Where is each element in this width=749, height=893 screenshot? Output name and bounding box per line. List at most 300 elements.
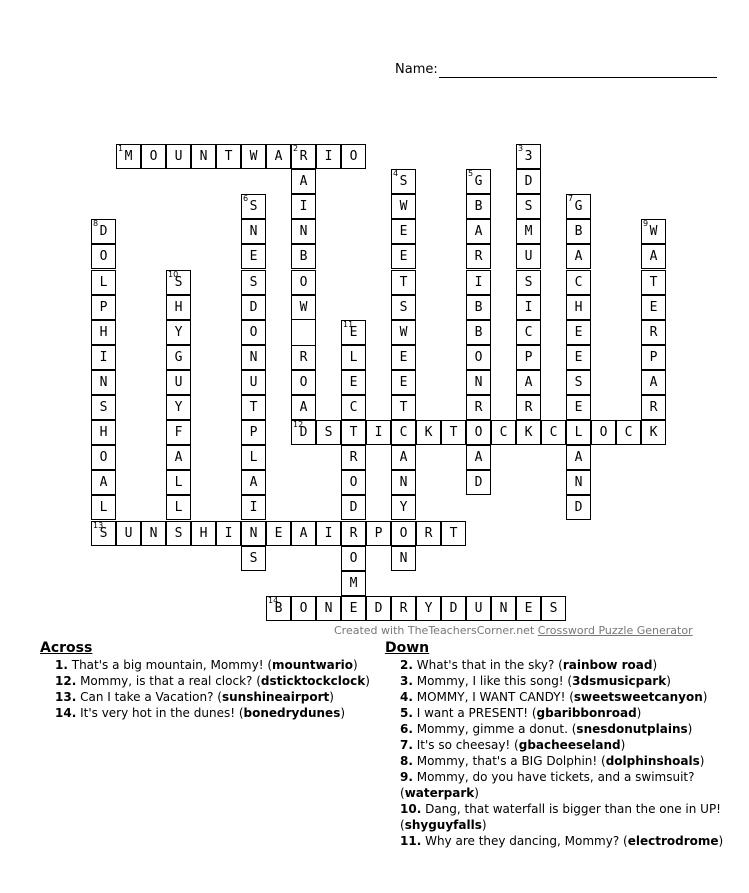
clue-item: 6. Mommy, gimme a donut. (snesdonutplains) — [400, 722, 693, 736]
grid-cell[interactable] — [516, 169, 541, 194]
grid-cell[interactable] — [291, 144, 316, 169]
grid-cell[interactable] — [291, 420, 316, 445]
grid-cell[interactable] — [91, 470, 116, 495]
name-label: Name: — [395, 62, 438, 77]
grid-cell[interactable] — [566, 445, 591, 470]
cell-letter: L — [574, 425, 583, 441]
grid-cell[interactable] — [641, 395, 666, 420]
cell-letter: I — [524, 299, 533, 315]
grid-cell[interactable] — [291, 295, 316, 320]
grid-cell[interactable] — [566, 395, 591, 420]
grid-cell[interactable] — [466, 470, 491, 495]
grid-cell[interactable] — [341, 144, 366, 169]
cell-letter: L — [99, 500, 108, 516]
clue-item-number: 5. — [400, 706, 413, 720]
cell-letter: O — [299, 274, 308, 290]
clue-item-answer: dolphinshoals — [605, 754, 700, 768]
grid-cell[interactable] — [91, 295, 116, 320]
cell-letter: D — [349, 500, 358, 516]
grid-cell[interactable] — [316, 420, 341, 445]
cell-letter: T — [449, 525, 458, 541]
grid-cell[interactable] — [166, 395, 191, 420]
grid-cell[interactable] — [316, 596, 341, 621]
cell-letter: L — [174, 500, 183, 516]
grid-cell[interactable] — [166, 345, 191, 370]
cell-letter: R — [299, 349, 308, 365]
clue-item-text: Mommy, I like this song! ( — [412, 674, 573, 688]
grid-cell[interactable] — [216, 521, 241, 546]
cell-letter: O — [99, 249, 108, 265]
cell-letter: E — [574, 349, 583, 365]
cell-letter: R — [349, 450, 358, 466]
grid-cell[interactable] — [441, 596, 466, 621]
grid-cell[interactable] — [241, 320, 266, 345]
cell-letter: N — [199, 149, 208, 164]
cell-letter: U — [249, 374, 258, 390]
grid-cell[interactable] — [341, 521, 366, 546]
grid-cell[interactable] — [516, 596, 541, 621]
cell-letter: N — [99, 374, 108, 390]
grid-cell[interactable] — [91, 270, 116, 295]
grid-cell[interactable] — [166, 144, 191, 169]
grid-cell[interactable] — [91, 320, 116, 345]
cell-letter: E — [249, 249, 258, 265]
grid-cell[interactable] — [291, 169, 316, 194]
cell-letter: E — [399, 224, 408, 240]
cell-letter: S — [249, 274, 258, 290]
grid-cell[interactable] — [366, 521, 391, 546]
grid-cell[interactable] — [566, 295, 591, 320]
grid-cell[interactable] — [566, 219, 591, 244]
grid-cell[interactable] — [416, 420, 441, 445]
grid-cell[interactable] — [391, 345, 416, 370]
cell-letter: D — [524, 174, 533, 190]
grid-cell[interactable] — [291, 596, 316, 621]
clue-item: 4. MOMMY, I WANT CANDY! (sweetsweetcanyon) — [400, 690, 708, 704]
grid-cell[interactable] — [341, 596, 366, 621]
grid-cell[interactable] — [566, 345, 591, 370]
grid-cell[interactable] — [391, 244, 416, 269]
cell-letter: O — [474, 425, 483, 441]
clue-item-number: 13. — [55, 690, 77, 704]
cell-letter: A — [299, 174, 308, 190]
grid-cell[interactable] — [241, 395, 266, 420]
cell-letter: A — [174, 450, 183, 466]
grid-cell[interactable] — [291, 270, 316, 295]
clue-item-number: 9. — [400, 770, 413, 784]
clue-item-number: 4. — [400, 690, 413, 704]
cell-letter: W — [649, 224, 658, 240]
grid-cell[interactable] — [441, 420, 466, 445]
grid-cell[interactable] — [91, 345, 116, 370]
grid-cell[interactable] — [641, 345, 666, 370]
cell-letter: B — [274, 600, 283, 616]
grid-cell[interactable] — [241, 420, 266, 445]
clue-item: 7. It's so cheesay! (gbacheeseland) — [400, 738, 626, 752]
cell-letter: D — [474, 475, 483, 491]
cell-letter: S — [174, 525, 183, 541]
grid-cell[interactable] — [466, 219, 491, 244]
grid-cell[interactable] — [566, 244, 591, 269]
grid-cell[interactable] — [116, 144, 141, 169]
grid-cell[interactable] — [566, 495, 591, 520]
grid-cell[interactable] — [566, 370, 591, 395]
grid-cell[interactable] — [591, 420, 616, 445]
cell-letter: R — [524, 400, 533, 415]
cell-letter: S — [249, 550, 258, 566]
grid-cell[interactable] — [466, 169, 491, 194]
cell-letter: A — [99, 475, 108, 491]
grid-cell[interactable] — [341, 395, 366, 420]
grid-cell[interactable] — [166, 521, 191, 546]
grid-cell[interactable] — [341, 470, 366, 495]
grid-cell[interactable] — [91, 521, 116, 546]
cell-letter: D — [99, 224, 108, 240]
cell-letter: I — [324, 525, 333, 541]
cell-letter: T — [399, 400, 408, 415]
grid-cell[interactable] — [516, 295, 541, 320]
clue-item-answer: gbaribbonroad — [536, 706, 637, 720]
grid-cell[interactable] — [191, 521, 216, 546]
grid-cell[interactable] — [491, 420, 516, 445]
grid-cell[interactable] — [391, 270, 416, 295]
grid-cell[interactable] — [341, 345, 366, 370]
grid-cell[interactable] — [241, 546, 266, 571]
grid-cell[interactable] — [616, 420, 641, 445]
grid-cell[interactable] — [166, 270, 191, 295]
grid-cell[interactable] — [391, 370, 416, 395]
clue-item-text: Can I take a Vacation? ( — [76, 690, 222, 704]
grid-cell[interactable] — [141, 521, 166, 546]
grid-cell[interactable] — [441, 521, 466, 546]
cell-letter: O — [249, 324, 258, 340]
cell-letter: I — [249, 500, 258, 516]
grid-cell[interactable] — [241, 219, 266, 244]
grid-cell[interactable] — [141, 144, 166, 169]
clue-number: 13 — [93, 520, 104, 530]
cell-letter: D — [249, 299, 258, 315]
grid-cell[interactable] — [91, 219, 116, 244]
cell-letter: E — [649, 299, 658, 315]
cell-letter: N — [499, 600, 508, 616]
grid-cell[interactable] — [466, 596, 491, 621]
grid-cell[interactable] — [516, 395, 541, 420]
grid-cell[interactable] — [241, 144, 266, 169]
grid-cell[interactable] — [516, 370, 541, 395]
cell-letter: C — [499, 425, 508, 441]
grid-cell[interactable] — [241, 370, 266, 395]
cell-letter: E — [349, 374, 358, 390]
cell-letter: G — [574, 199, 583, 215]
grid-cell[interactable] — [391, 546, 416, 571]
cell-letter: Y — [399, 500, 408, 516]
grid-cell[interactable] — [641, 244, 666, 269]
grid-cell[interactable] — [241, 495, 266, 520]
cell-letter: N — [249, 349, 258, 365]
grid-cell[interactable] — [291, 395, 316, 420]
clue-item: 13. Can I take a Vacation? (sunshineairport) — [55, 690, 334, 704]
grid-cell[interactable] — [641, 420, 666, 445]
down-clues — [385, 640, 730, 849]
grid-cell[interactable] — [466, 244, 491, 269]
cell-letter: S — [574, 374, 583, 390]
grid-cell[interactable] — [341, 370, 366, 395]
grid-cell[interactable] — [241, 244, 266, 269]
grid-cell[interactable] — [241, 470, 266, 495]
clue-item-answer: rainbow road — [562, 658, 653, 672]
cell-letter: H — [99, 425, 108, 441]
grid-cell[interactable] — [166, 470, 191, 495]
grid-cell[interactable] — [341, 445, 366, 470]
grid-cell[interactable] — [391, 470, 416, 495]
cell-letter: Y — [174, 400, 183, 415]
grid-cell[interactable] — [391, 495, 416, 520]
grid-cell[interactable] — [291, 370, 316, 395]
clue-item-number: 12. — [55, 674, 77, 688]
clue-item-text: That's a big mountain, Mommy! ( — [67, 658, 272, 672]
clue-number: 5 — [468, 169, 474, 179]
cell-letter: R — [649, 400, 658, 415]
grid-cell[interactable] — [91, 395, 116, 420]
grid-cell[interactable] — [416, 521, 441, 546]
grid-cell[interactable] — [516, 270, 541, 295]
cell-letter: T — [349, 425, 358, 441]
cell-letter: E — [349, 600, 358, 616]
cell-letter: N — [249, 525, 258, 541]
grid-cell[interactable] — [166, 420, 191, 445]
grid-cell[interactable] — [466, 395, 491, 420]
cell-letter: O — [599, 425, 608, 441]
clue-item-answer: gbacheeseland — [518, 738, 621, 752]
cell-letter: H — [574, 299, 583, 315]
grid-cell[interactable] — [166, 445, 191, 470]
cell-letter: A — [274, 149, 283, 164]
grid-cell[interactable] — [291, 345, 316, 370]
grid-cell[interactable] — [366, 420, 391, 445]
grid-cell[interactable] — [91, 420, 116, 445]
grid-cell[interactable] — [566, 270, 591, 295]
cell-letter: D — [449, 600, 458, 616]
clue-item-answer: snesdonutplains — [576, 722, 688, 736]
clue-item-number: 14. — [55, 706, 77, 720]
grid-cell[interactable] — [566, 320, 591, 345]
cell-letter: N — [249, 224, 258, 240]
generator-link[interactable]: Crossword Puzzle Generator — [537, 624, 693, 637]
grid-cell[interactable] — [166, 495, 191, 520]
cell-letter: S — [99, 525, 108, 541]
clue-item: 10. Dang, that waterfall is bigger than the one in UP! (shyguyfalls) — [400, 802, 721, 832]
cell-letter: I — [474, 274, 483, 290]
grid-cell[interactable] — [291, 219, 316, 244]
cell-letter: O — [149, 149, 158, 164]
clue-item-answer: waterpark — [404, 786, 475, 800]
cell-letter: A — [649, 374, 658, 390]
grid-cell[interactable] — [291, 244, 316, 269]
cell-letter: N — [299, 224, 308, 240]
cell-letter: W — [299, 299, 308, 315]
grid-cell[interactable] — [241, 295, 266, 320]
grid-cell[interactable] — [516, 144, 541, 169]
grid-cell[interactable] — [566, 420, 591, 445]
grid-cell[interactable] — [91, 445, 116, 470]
cell-letter: D — [299, 425, 308, 441]
grid-cell[interactable] — [491, 596, 516, 621]
cell-letter: P — [249, 425, 258, 441]
cell-letter: U — [174, 374, 183, 390]
cell-letter: P — [649, 349, 658, 365]
cell-letter: C — [574, 274, 583, 290]
grid-cell[interactable] — [341, 571, 366, 596]
cell-letter: H — [199, 525, 208, 541]
grid-cell[interactable] — [641, 320, 666, 345]
grid-cell[interactable] — [391, 219, 416, 244]
grid-cell[interactable] — [516, 244, 541, 269]
grid-cell[interactable] — [641, 295, 666, 320]
cell-letter: C — [624, 425, 633, 441]
grid-cell[interactable] — [466, 445, 491, 470]
cell-letter: L — [174, 475, 183, 491]
grid-cell[interactable] — [391, 596, 416, 621]
grid-cell[interactable] — [241, 270, 266, 295]
grid-cell[interactable] — [91, 244, 116, 269]
cell-letter: O — [299, 374, 308, 390]
grid-cell[interactable] — [116, 521, 141, 546]
cell-letter: C — [399, 425, 408, 441]
grid-cell[interactable] — [541, 596, 566, 621]
cell-letter: K — [649, 425, 658, 441]
grid-cell[interactable] — [566, 194, 591, 219]
clue-number: 10 — [168, 269, 179, 279]
cell-letter: R — [649, 324, 658, 340]
grid-cell[interactable] — [641, 370, 666, 395]
grid-cell[interactable] — [241, 521, 266, 546]
grid-cell[interactable] — [516, 320, 541, 345]
cell-letter: S — [174, 274, 183, 290]
grid-cell[interactable] — [466, 194, 491, 219]
grid-cell[interactable] — [641, 270, 666, 295]
grid-cell[interactable] — [391, 194, 416, 219]
cell-letter: N — [324, 600, 333, 616]
grid-cell[interactable] — [316, 144, 341, 169]
grid-cell[interactable] — [516, 194, 541, 219]
cell-letter: A — [474, 450, 483, 466]
grid-cell[interactable] — [391, 420, 416, 445]
grid-cell[interactable] — [316, 521, 341, 546]
cell-letter: I — [299, 199, 308, 215]
grid-cell[interactable] — [341, 320, 366, 345]
cell-letter: A — [574, 450, 583, 466]
cell-letter: N — [399, 550, 408, 566]
cell-letter: A — [649, 249, 658, 265]
grid-cell[interactable] — [641, 219, 666, 244]
grid-cell[interactable] — [566, 470, 591, 495]
grid-cell[interactable] — [266, 144, 291, 169]
grid-cell[interactable] — [91, 370, 116, 395]
cell-letter: L — [99, 274, 108, 290]
cell-letter: I — [324, 149, 333, 164]
clue-item-answer: 3dsmusicpark — [572, 674, 667, 688]
grid-cell[interactable] — [391, 395, 416, 420]
cell-letter: K — [524, 425, 533, 441]
cell-letter: E — [274, 525, 283, 541]
grid-cell[interactable] — [366, 596, 391, 621]
grid-cell[interactable] — [516, 345, 541, 370]
grid-cell[interactable] — [466, 270, 491, 295]
cell-letter: P — [374, 525, 383, 541]
grid-cell[interactable] — [466, 420, 491, 445]
cell-letter: T — [249, 400, 258, 415]
clue-item-answer: sunshineairport — [221, 690, 330, 704]
cell-letter: D — [374, 600, 383, 616]
cell-letter: S — [524, 199, 533, 215]
clue-number: 12 — [293, 420, 304, 430]
cell-letter: B — [474, 199, 483, 215]
clue-item-text: Dang, that waterfall is bigger than the one in UP! ( — [400, 802, 721, 832]
cell-letter: S — [549, 600, 558, 616]
grid-cell[interactable] — [391, 521, 416, 546]
cell-letter: R — [349, 525, 358, 541]
clue-item-text: MOMMY, I WANT CANDY! ( — [412, 690, 574, 704]
grid-cell[interactable] — [391, 169, 416, 194]
across-clues — [40, 640, 370, 721]
cell-letter: E — [349, 324, 358, 340]
grid-cell[interactable] — [391, 295, 416, 320]
grid-cell[interactable] — [166, 320, 191, 345]
grid-cell[interactable] — [416, 596, 441, 621]
clue-item-number: 8. — [400, 754, 413, 768]
grid-cell[interactable] — [341, 495, 366, 520]
grid-cell[interactable] — [541, 420, 566, 445]
grid-cell[interactable] — [341, 420, 366, 445]
cell-letter: U — [174, 149, 183, 164]
grid-cell[interactable] — [466, 320, 491, 345]
down-heading: Down — [385, 640, 430, 656]
grid-cell[interactable] — [391, 445, 416, 470]
grid-cell[interactable] — [191, 144, 216, 169]
grid-cell[interactable] — [291, 320, 316, 345]
grid-cell[interactable] — [241, 194, 266, 219]
clue-item-text: Mommy, is that a real clock? ( — [76, 674, 261, 688]
cell-letter: O — [349, 550, 358, 566]
grid-cell[interactable] — [166, 295, 191, 320]
grid-cell[interactable] — [516, 420, 541, 445]
grid-cell[interactable] — [91, 495, 116, 520]
cell-letter: C — [524, 324, 533, 340]
grid-cell[interactable] — [216, 144, 241, 169]
cell-letter: S — [399, 299, 408, 315]
grid-cell[interactable] — [241, 345, 266, 370]
cell-letter: I — [224, 525, 233, 541]
grid-cell[interactable] — [466, 295, 491, 320]
clue-number: 1 — [118, 144, 124, 153]
grid-cell[interactable] — [266, 521, 291, 546]
cell-letter: A — [299, 525, 308, 541]
cell-letter: N — [149, 525, 158, 541]
grid-cell[interactable] — [516, 219, 541, 244]
clue-number: 4 — [393, 169, 399, 179]
grid-cell[interactable] — [466, 345, 491, 370]
grid-cell[interactable] — [266, 596, 291, 621]
grid-cell[interactable] — [291, 521, 316, 546]
grid-cell[interactable] — [466, 370, 491, 395]
cell-letter: M — [124, 149, 133, 164]
grid-cell[interactable] — [166, 370, 191, 395]
grid-cell[interactable] — [391, 320, 416, 345]
cell-letter: 3 — [524, 149, 533, 164]
grid-cell[interactable] — [241, 445, 266, 470]
grid-cell[interactable] — [291, 194, 316, 219]
grid-cell[interactable] — [341, 546, 366, 571]
